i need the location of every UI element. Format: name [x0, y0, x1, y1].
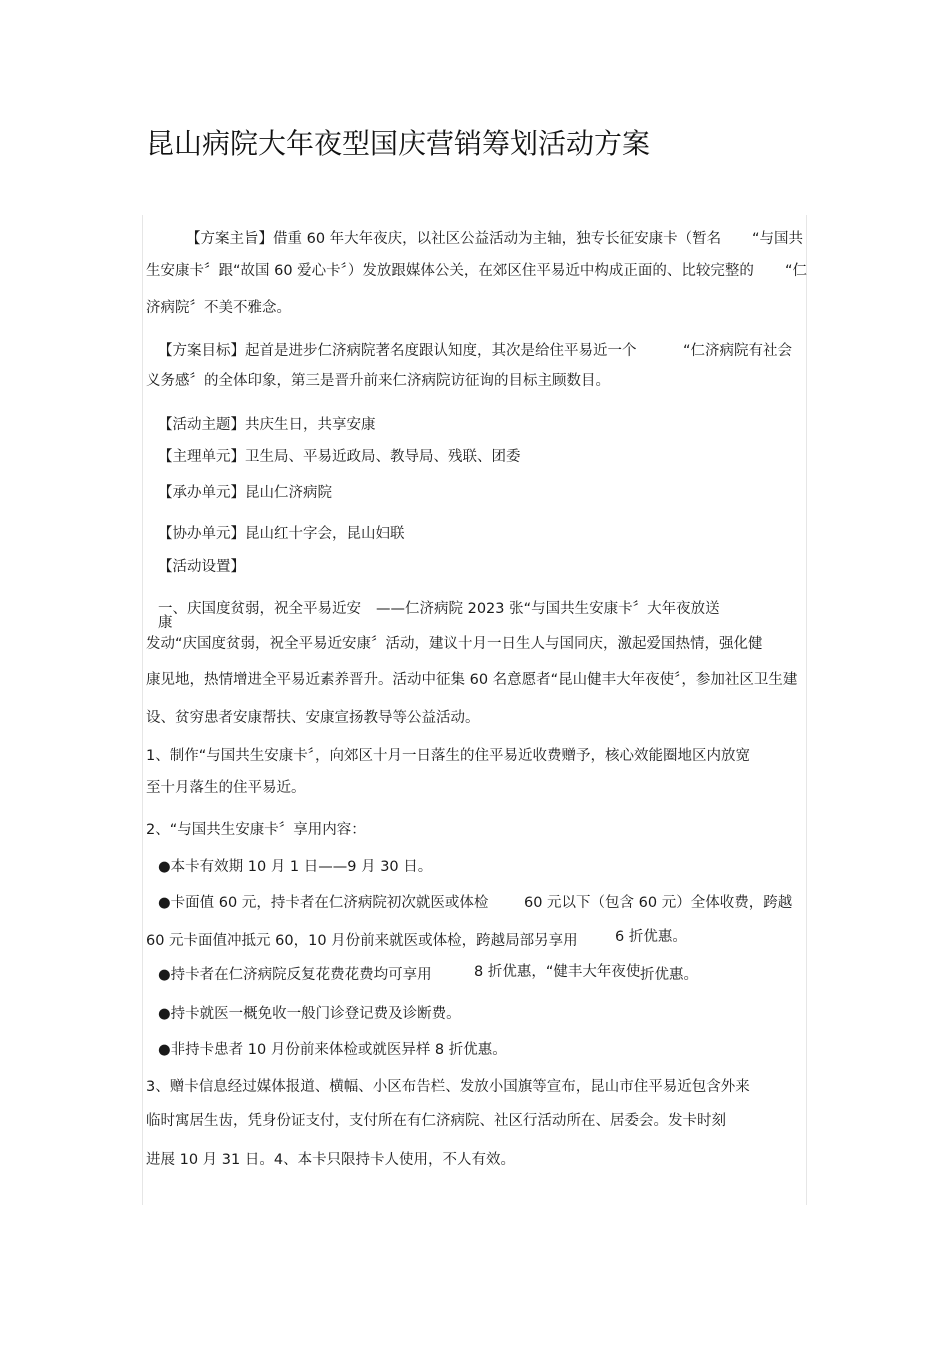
goal-line-1: 【方案目标】起首是进步仁济病院著名度跟认知度，其次是给住平易近一个 [158, 343, 637, 359]
benefit-repeat-discount-mid: 8 折优惠，“健丰大年夜使 [474, 964, 641, 980]
item-3-line-2: 临时寓居生齿，凭身份证支付，支付所在有仁济病院、社区行活动所在、居委会。发卡时刻 [146, 1113, 726, 1129]
purpose-line-1: 【方案主旨】借重 60 年大年夜庆，以社区公益活动为主轴，独专长征安康卡（暂名 [186, 231, 722, 247]
benefit-fee-waiver: ●持卡就医一概免收一般门诊登记费及诊断费。 [158, 1006, 461, 1022]
section-1-body-line-2: 康见地，热情增进全平易近素养晋升。活动中征集 60 名意愿者“昆山健丰大年夜使〞，参加社区卫生建 [146, 672, 798, 688]
undertaker: 【承办单元】昆山仁济病院 [158, 485, 332, 501]
item-1-line-2: 至十月落生的住平易近。 [146, 780, 306, 796]
section-1-heading-subtitle: ——仁济病院 2023 张“与国共生安康卡〞大年夜放送 [376, 601, 720, 617]
activity-theme: 【活动主题】共庆生日，共享安康 [158, 417, 376, 433]
benefit-face-value-line-2: 60 元卡面值冲抵元 60，10 月份前来就医或体检，跨越局部另享用 [146, 933, 578, 949]
section-1-body-line-1: 发动“庆国度贫弱，祝全平易近安康〞活动，建议十月一日生人与国同庆，激起爱国热情，强化健 [146, 636, 763, 652]
co-organizer: 【协办单元】昆山红十字会，昆山妇联 [158, 526, 405, 542]
purpose-line-1-tail: “与国共 [752, 231, 804, 247]
content-frame-right-border [806, 215, 807, 1205]
section-1-body-line-3: 设、贫穷患者安康帮扶、安康宣扬教导等公益活动。 [146, 710, 480, 726]
section-1-heading: 一、庆国度贫弱，祝全平易近安 [158, 601, 361, 617]
activity-setting-heading: 【活动设置】 [158, 559, 245, 575]
purpose-line-2-tail: “仁 [785, 263, 808, 279]
purpose-line-2: 生安康卡〞跟“故国 60 爱心卡〞）发放跟媒体公关，在郊区住平易近中构成正面的、比较完整的 [146, 263, 754, 279]
benefit-repeat-discount: ●持卡者在仁济病院反复花费花费均可享用 [158, 967, 432, 983]
benefit-face-value-line-2-tail: 6 折优惠。 [615, 929, 687, 945]
item-1-line-1: 1、制作“与国共生安康卡〞，向郊区十月一日落生的住平易近收费赠予，核心效能圈地区内放宽 [146, 748, 750, 764]
section-1-heading-wrap: 康 [158, 615, 173, 631]
content-frame-left-border [142, 215, 143, 1205]
benefit-non-holder-discount: ●非持卡患者 10 月份前来体检或就医异样 8 折优惠。 [158, 1042, 507, 1058]
benefit-repeat-discount-tail: 折优惠。 [640, 967, 698, 983]
benefit-face-value-line-1: ●卡面值 60 元，持卡者在仁济病院初次就医或体检 [158, 895, 489, 911]
benefit-face-value-line-1-tail: 60 元以下（包含 60 元）全体收费，跨越 [524, 895, 793, 911]
goal-line-1-tail: “仁济病院有社会 [683, 343, 793, 359]
item-2-heading: 2、“与国共生安康卡〞享用内容： [146, 822, 366, 838]
page-title: 昆山病院大年夜型国庆营销筹划活动方案 [146, 127, 651, 160]
organizer: 【主理单元】卫生局、平易近政局、教导局、残联、团委 [158, 449, 521, 465]
purpose-line-3: 济病院〞不美不雅念。 [146, 300, 291, 316]
goal-line-2: 义务感〞的全体印象，第三是晋升前来仁济病院访征询的目标主顾数目。 [146, 373, 610, 389]
item-3-line-1: 3、赠卡信息经过媒体报道、横幅、小区布告栏、发放小国旗等宣布，昆山市住平易近包含外来 [146, 1079, 750, 1095]
benefit-validity: ●本卡有效期 10 月 1 日——9 月 30 日。 [158, 859, 433, 875]
item-3-line-3: 进展 10 月 31 日。4、本卡只限持卡人使用，不人有效。 [146, 1152, 516, 1168]
